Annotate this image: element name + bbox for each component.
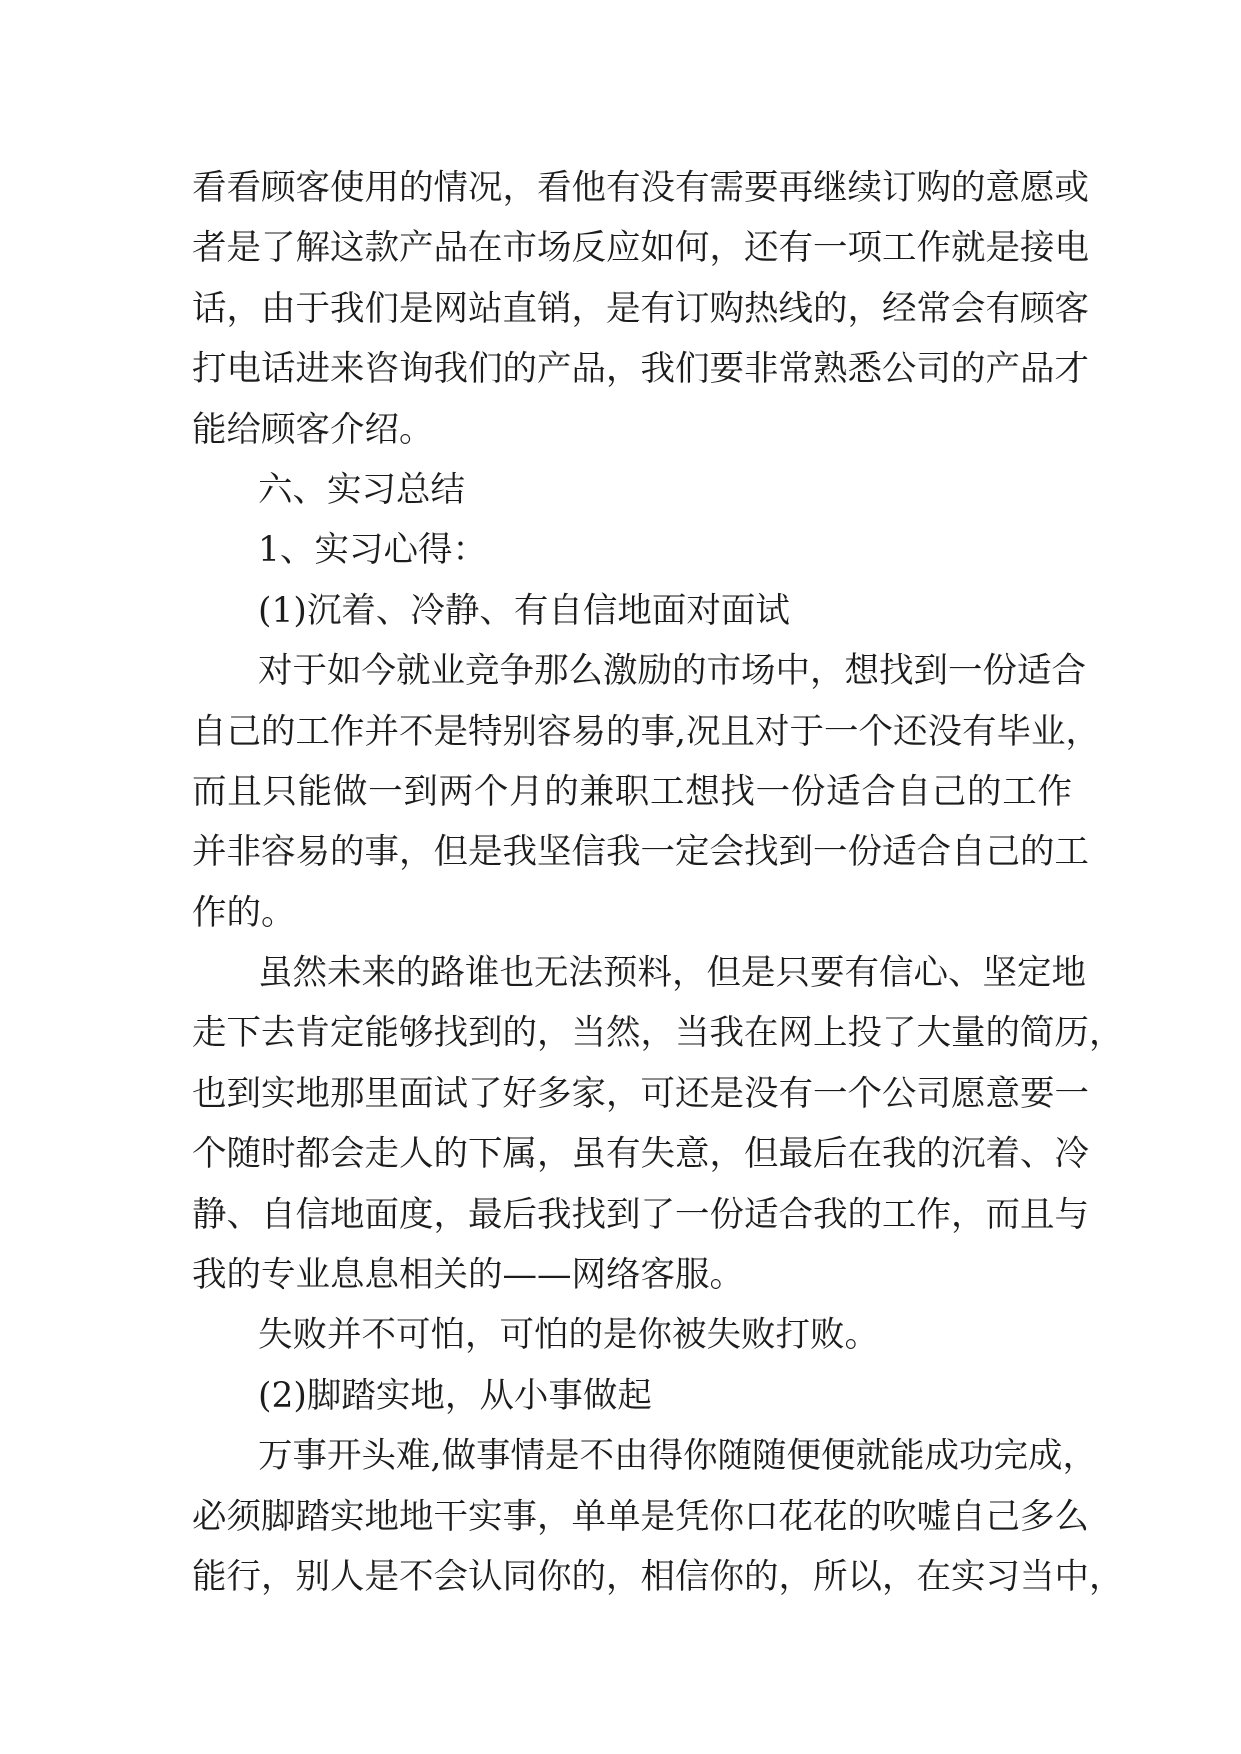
- text-line: 作的。: [192, 892, 296, 933]
- text-line: 而且只能做一到两个月的兼职工想找一份适合自己的工作: [192, 771, 1072, 812]
- point-heading: (2)脚踏实地，从小事做起: [258, 1375, 652, 1416]
- text-line: 失败并不可怕，可怕的是你被失败打败。: [258, 1315, 879, 1356]
- text-line: 万事开头难,做事情是不由得你随随便便就能成功完成，: [258, 1436, 1097, 1477]
- text-line: 对于如今就业竞争那么激励的市场中，想找到一份适合: [258, 651, 1086, 692]
- text-line: 看看顾客使用的情况，看他有没有需要再继续订购的意愿或: [192, 168, 1089, 208]
- text-line: 也到实地那里面试了好多家，可还是没有一个公司愿意要一: [192, 1073, 1089, 1114]
- subsection-heading: 1、实习心得：: [258, 530, 487, 571]
- text-line: 者是了解这款产品在市场反应如何，还有一项工作就是接电: [192, 228, 1089, 269]
- text-line: 虽然未来的路谁也无法预料，但是只要有信心、坚定地: [258, 953, 1086, 994]
- point-heading: (1)沉着、冷静、有自信地面对面试: [258, 590, 790, 631]
- text-line: 能行，别人是不会认同你的，相信你的，所以，在实习当中，: [192, 1556, 1124, 1597]
- text-line: 打电话进来咨询我们的产品，我们要非常熟悉公司的产品才: [192, 349, 1089, 390]
- text-line: 能给顾客介绍。: [192, 409, 434, 450]
- text-line: 并非容易的事，但是我坚信我一定会找到一份适合自己的工: [192, 832, 1089, 873]
- text-line: 静、自信地面度，最后我找到了一份适合我的工作，而且与: [192, 1194, 1089, 1235]
- body-text: [192, 158, 1124, 1607]
- text-line: 自己的工作并不是特别容易的事,况且对于一个还没有毕业，: [192, 711, 1100, 752]
- text-line: 个随时都会走人的下属，虽有失意，但最后在我的沉着、冷: [192, 1134, 1089, 1175]
- text-line: 必须脚踏实地地干实事，单单是凭你口花花的吹嘘自己多么: [192, 1496, 1089, 1537]
- text-line: 话，由于我们是网站直销，是有订购热线的，经常会有顾客: [192, 288, 1089, 329]
- section-heading: 六、实习总结: [258, 469, 465, 510]
- text-line: 我的专业息息相关的——网络客服。: [192, 1255, 744, 1296]
- text-line: 走下去肯定能够找到的，当然，当我在网上投了大量的简历，: [192, 1013, 1124, 1054]
